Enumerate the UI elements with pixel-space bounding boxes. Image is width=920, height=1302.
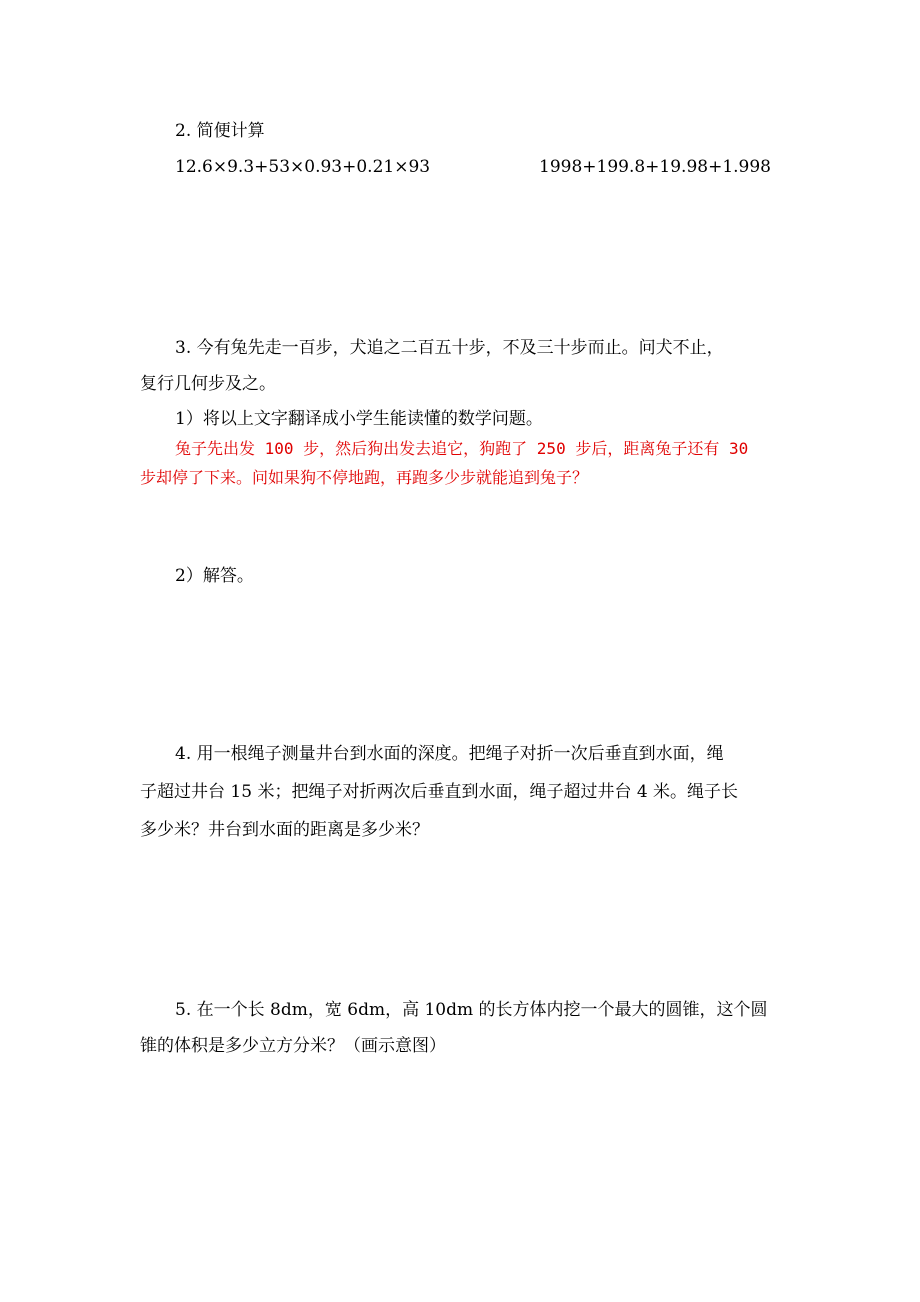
q5-line1: 5. 在一个长 8dm，宽 6dm，高 10dm 的长方体内挖一个最大的圆锥，这个圆	[175, 1000, 768, 1020]
q3-answer-line2: 步却停了下来。问如果狗不停地跑，再跑多少步就能追到兔子？	[140, 468, 589, 487]
q4-line1: 4. 用一根绳子测量井台到水面的深度。把绳子对折一次后垂直到水面，绳	[175, 744, 724, 764]
q4-line2: 子超过井台 15 米；把绳子对折两次后垂直到水面，绳子超过井台 4 米。绳子长	[140, 782, 739, 802]
q4-line3: 多少米？井台到水面的距离是多少米？	[140, 820, 429, 840]
q2-expr-left: 12.6×9.3+53×0.93+0.21×93	[175, 157, 431, 177]
q2-expr-right: 1998+199.8+19.98+1.998	[539, 157, 771, 177]
q5-line2: 锥的体积是多少立方分米？（画示意图）	[140, 1036, 446, 1056]
q3-line1: 3. 今有兔先走一百步，犬追之二百五十步，不及三十步而止。问犬不止，	[175, 338, 724, 358]
q3-answer-line1: 兔子先出发 100 步，然后狗出发去追它，狗跑了 250 步后，距离兔子还有 30	[175, 439, 749, 458]
q3-line2: 复行几何步及之。	[140, 374, 276, 394]
q2-heading: 2. 简便计算	[175, 121, 265, 141]
q3-sub1: 1）将以上文字翻译成小学生能读懂的数学问题。	[175, 409, 543, 429]
q3-sub2: 2）解答。	[175, 566, 254, 586]
